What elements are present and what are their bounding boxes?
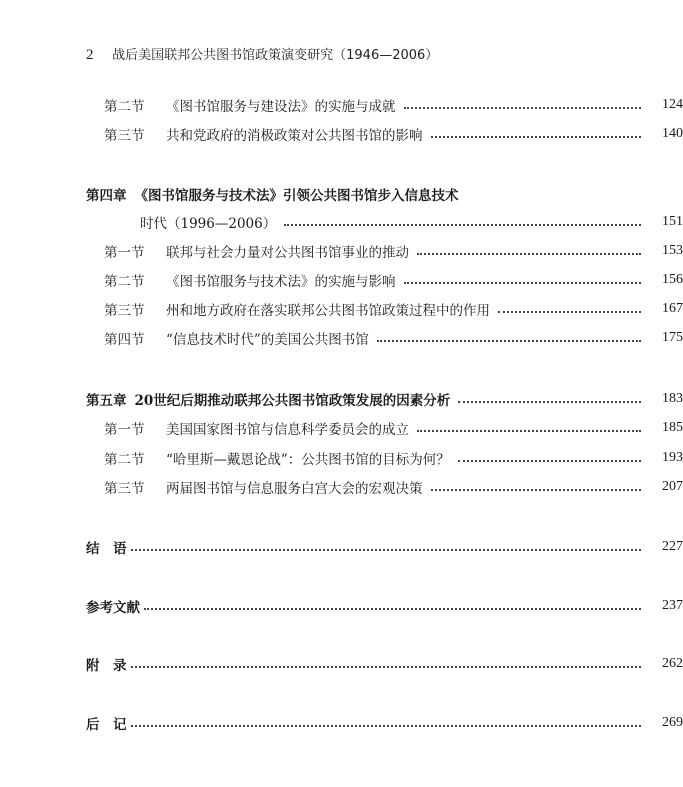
toc-entry-ch3-s2[interactable] <box>0 94 683 116</box>
backmatter-label: 后 记 <box>86 717 127 733</box>
section-label: 第三节 <box>104 481 145 497</box>
page-ref: 167 <box>662 301 683 316</box>
page-ref: 237 <box>662 598 683 613</box>
page-ref: 207 <box>662 479 683 494</box>
page-ref: 124 <box>662 97 683 112</box>
toc-entry-conclusion[interactable] <box>0 536 683 558</box>
toc-entry-references[interactable] <box>0 595 683 617</box>
toc-entry-ch4-s1[interactable] <box>0 240 683 262</box>
dot-leader <box>458 399 641 403</box>
section-label: 第三节 <box>104 303 145 319</box>
page-ref: 193 <box>662 450 683 465</box>
backmatter-label: 附 录 <box>86 658 127 674</box>
dot-leader <box>498 309 641 313</box>
toc-entry-appendix[interactable] <box>0 653 683 675</box>
toc-entry-ch4[interactable] <box>0 183 683 205</box>
section-title: 美国国家图书馆与信息科学委员会的成立 <box>166 422 409 438</box>
dot-leader <box>458 458 641 462</box>
page-number: 2 <box>86 47 94 63</box>
section-title: “信息技术时代”的美国公共图书馆 <box>166 332 369 348</box>
dot-leader <box>417 251 641 255</box>
dot-leader <box>284 222 641 226</box>
chapter-title: 《图书馆服务与技术法》引领公共图书馆步入信息技术 <box>134 188 459 204</box>
toc-entry-ch3-s3[interactable] <box>0 123 683 145</box>
page-ref: 269 <box>662 715 683 730</box>
dot-leader <box>144 606 641 610</box>
dot-leader <box>417 428 641 432</box>
section-title: 联邦与社会力量对公共图书馆事业的推动 <box>166 245 409 261</box>
dot-leader <box>404 280 642 284</box>
chapter-label: 第四章 <box>86 188 127 204</box>
toc-entry-ch4-s3[interactable] <box>0 298 683 320</box>
dot-leader <box>404 105 642 109</box>
section-label: 第一节 <box>104 422 145 438</box>
dot-leader <box>431 487 642 491</box>
toc-entry-postscript[interactable] <box>0 712 683 734</box>
chapter-title: 20世纪后期推动联邦公共图书馆政策发展的因素分析 <box>134 393 451 409</box>
page-ref: 262 <box>662 656 683 671</box>
section-title: 州和地方政府在落实联邦公共图书馆政策过程中的作用 <box>166 303 490 319</box>
section-label: 第二节 <box>104 274 145 290</box>
toc-entry-ch5-s1[interactable] <box>0 417 683 439</box>
page-ref: 151 <box>662 214 683 229</box>
book-title: 战后美国联邦公共图书馆政策演变研究（1946—2006） <box>112 48 439 63</box>
page-ref: 153 <box>662 243 683 258</box>
dot-leader <box>131 664 642 668</box>
section-label: 第二节 <box>104 452 145 468</box>
page-ref: 227 <box>662 539 683 554</box>
section-title: 《图书馆服务与技术法》的实施与影响 <box>166 274 396 290</box>
section-label: 第四节 <box>104 332 145 348</box>
section-title: 共和党政府的消极政策对公共图书馆的影响 <box>166 128 423 144</box>
dot-leader <box>431 134 642 138</box>
dot-leader <box>131 723 642 727</box>
dot-leader <box>131 547 642 551</box>
running-header <box>86 44 438 64</box>
page-ref: 140 <box>662 126 683 141</box>
section-title: 《图书馆服务与建设法》的实施与成就 <box>166 99 396 115</box>
chapter-title-continued: 时代（1996—2006） <box>140 216 277 232</box>
section-label: 第三节 <box>104 128 145 144</box>
backmatter-label: 参考文献 <box>86 600 140 616</box>
toc-entry-ch5-s3[interactable] <box>0 476 683 498</box>
toc-entry-ch4-s2[interactable] <box>0 269 683 291</box>
chapter-label: 第五章 <box>86 393 127 409</box>
toc-entry-ch4-cont[interactable] <box>0 211 683 233</box>
toc-entry-ch5-s2[interactable] <box>0 447 683 469</box>
backmatter-label: 结 语 <box>86 541 127 557</box>
page-ref: 156 <box>662 272 683 287</box>
section-label: 第一节 <box>104 245 145 261</box>
section-label: 第二节 <box>104 99 145 115</box>
page-ref: 185 <box>662 420 683 435</box>
toc-entry-ch5[interactable] <box>0 388 683 410</box>
page-ref: 175 <box>662 330 683 345</box>
page-ref: 183 <box>662 391 683 406</box>
section-title: “哈里斯—戴恩论战”：公共图书馆的目标为何？ <box>166 452 450 468</box>
toc-entry-ch4-s4[interactable] <box>0 327 683 349</box>
section-title: 两届图书馆与信息服务白宫大会的宏观决策 <box>166 481 423 497</box>
dot-leader <box>377 338 641 342</box>
